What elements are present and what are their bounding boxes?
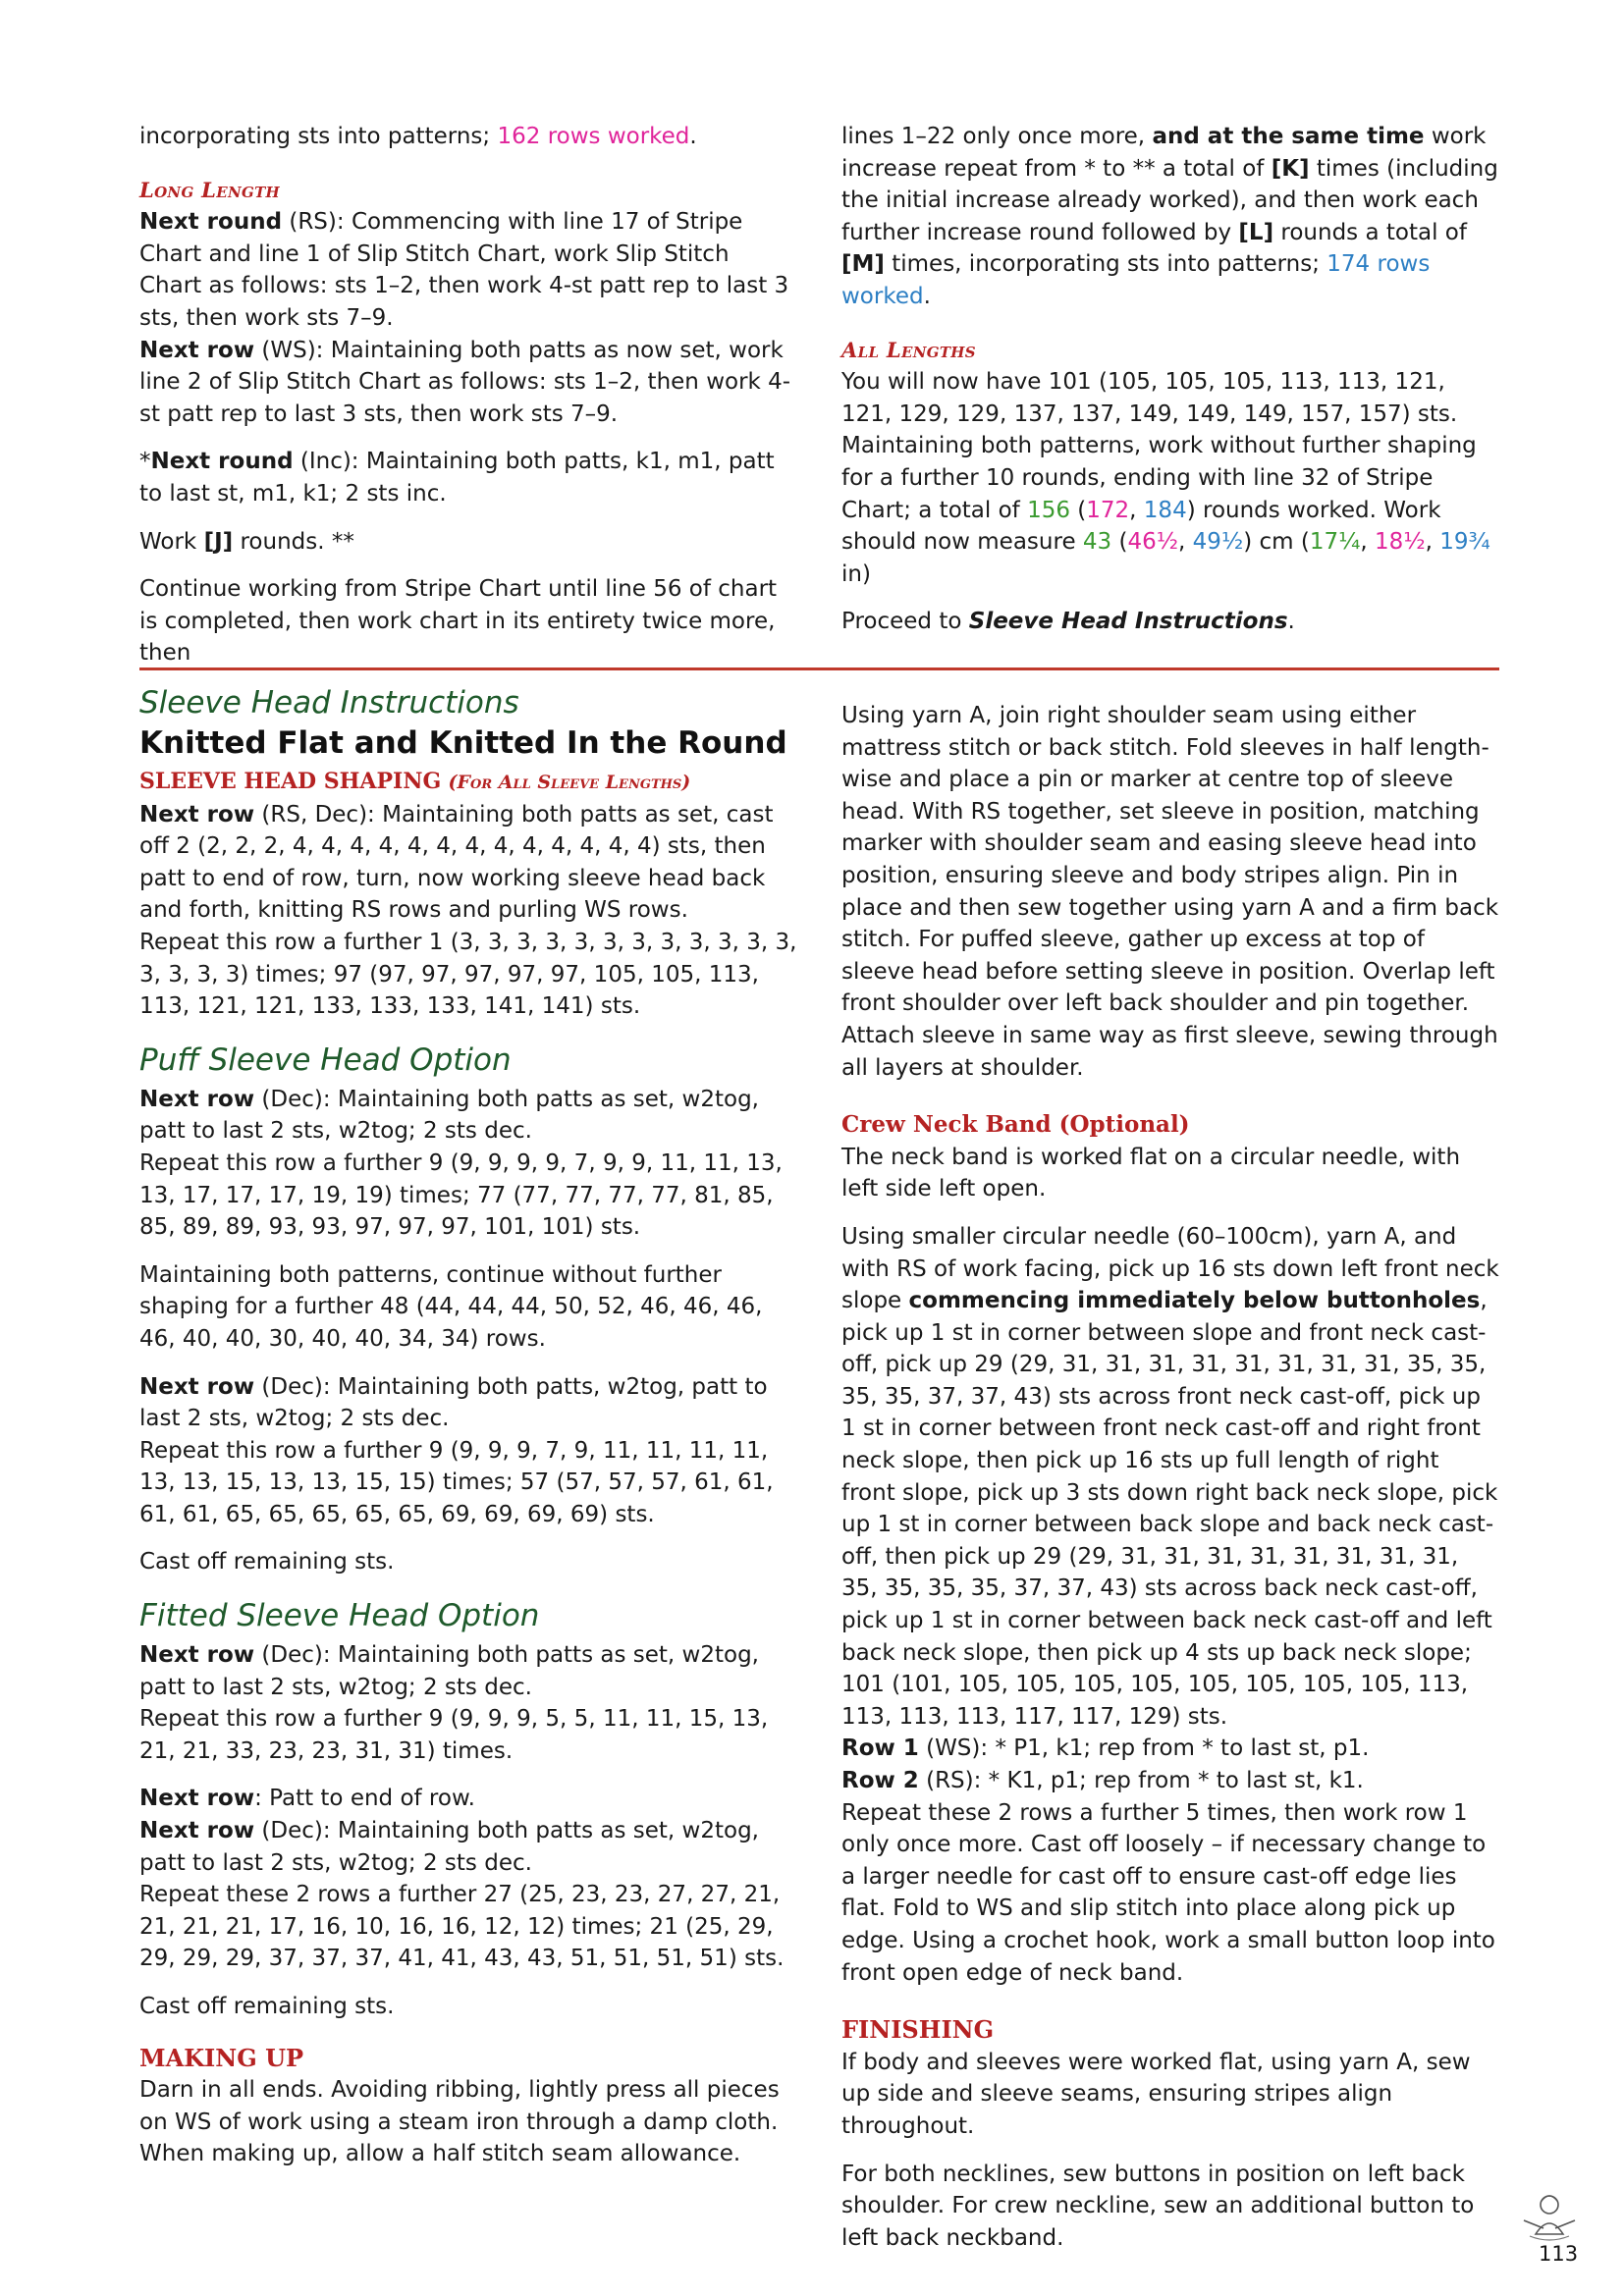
text: times, incorporating sts into patterns; — [884, 251, 1327, 278]
knitter-logo-icon — [1520, 2191, 1579, 2242]
instruction-label: Next row — [139, 1786, 255, 1812]
bottom-right-column — [841, 700, 1499, 2254]
instruction-label: Row 2 — [841, 1768, 919, 1793]
value-mid: 18½ — [1375, 529, 1426, 556]
paragraph — [139, 1783, 797, 1815]
page-number: 113 — [1539, 2242, 1579, 2266]
value-mid: 172 — [1086, 497, 1130, 523]
text: in) — [841, 561, 871, 587]
instruction-label: Next round — [150, 449, 294, 475]
puff-option-title: Puff Sleeve Head Option — [139, 1041, 512, 1078]
crew-neck-heading: Crew Neck Band (Optional) — [841, 1111, 1190, 1139]
paragraph — [139, 1815, 797, 1879]
heading-qualifier: (For All Sleeve Lengths) — [448, 772, 691, 793]
text: incorporating sts into patterns; — [139, 124, 498, 149]
instruction-label: Next row — [139, 1818, 255, 1844]
text: (Dec): Maintaining both patts as set, w2tog, patt to last 2 sts, w2tog; 2 sts dec. — [139, 1086, 759, 1145]
emphasis: commencing immediately below buttonholes — [908, 1288, 1481, 1314]
paragraph: Repeat this row a further 9 (9, 9, 9, 9, 7, 9, 9, 11, 11, 13, 13, 17, 17, 17, 19, 19) times; 77 (77, 77, 77, 77, 81, 85, 85, 89, 89, 93, 93, 97, 97, 97, 101, 101) sts. — [139, 1149, 783, 1241]
paragraph: The neck band is worked flat on a circular needle, with left side left open. — [841, 1144, 1461, 1202]
text: (WS): Maintaining both patts as now set, work line 2 of Slip Stitch Chart as follows: sts 1–2, then work 4-st patt rep to last 3 sts, then work sts 7–9. — [139, 337, 791, 427]
heading-text: SLEEVE HEAD SHAPING — [139, 769, 442, 794]
paragraph — [139, 1371, 797, 1435]
text: rounds a total of — [1273, 219, 1467, 245]
value-long: 19¾ — [1439, 529, 1490, 556]
paragraph — [139, 799, 797, 927]
paragraph: Using yarn A, join right shoulder seam using either mattress stitch or back stitch. Fold sleeves in half length-wise and place a pin or marker at centre top of sleeve head. With RS together, set sleeve in position, matching marker with shoulder seam and easing sleeve head into position, ensuring sleeve and body stripes align. Pin in place and then sew together using yarn A and a firm back stitch. For puffed sleeve, gather up excess at top of sleeve head before setting sleeve in position. Overlap left front shoulder over left back shoulder and pin together. Attach sleeve in same way as first sleeve, sewing through all layers at shoulder. — [841, 703, 1499, 1081]
rows-worked-short: 162 rows worked — [497, 124, 690, 149]
text: (Dec): Maintaining both patts, w2tog, patt to last 2 sts, w2tog; 2 sts dec. — [139, 1373, 768, 1432]
paragraph: If body and sleeves were worked flat, using yarn A, sew up side and sleeve seams, ensuring stripes align throughout. — [841, 2049, 1471, 2139]
text: (RS, Dec): Maintaining both patts as set, cast off 2 (2, 2, 2, 4, 4, 4, 4, 4, 4, 4, 4, 4, 4, 4, 4, 4) sts, then patt to end of row, turn, now working sleeve head back and forth, knitting RS rows and purling WS rows. — [139, 801, 774, 924]
text: , pick up 1 st in corner between slope and front neck cast-off, pick up 29 (29, 31, 31, 31, 31, 31, 31, 31, 31, 35, 35, 35, 35, 37, 37, 43) sts across front neck cast-off, pick up 1 st in corner between front neck cast-off and right front neck slope, then pick up 16 sts up full length of right front slope, pick up 3 sts down right back neck slope, pick up 1 st in corner between back slope and back neck cast-off, then pick up 29 (29, 31, 31, 31, 31, 31, 31, 31, 31, 35, 35, 35, 35, 37, 37, 43) sts across back neck cast-off, pick up 1 st in corner between back neck cast-off and left back neck slope, then pick up 4 sts up back neck slope; 101 (101, 105, 105, 105, 105, 105, 105, 105, 105, 113, 113, 113, 113, 117, 117, 129) sts. — [841, 1288, 1498, 1730]
sleeve-head-subtitle: Knitted Flat and Knitted In the Round — [139, 725, 787, 761]
sleeve-head-title: Sleeve Head Instructions — [139, 685, 519, 721]
instruction-label: Next row — [139, 1086, 255, 1112]
paragraph — [139, 206, 797, 334]
text: (Dec): Maintaining both patts as set, w2tog, patt to last 2 sts, w2tog; 2 sts dec. — [139, 1818, 759, 1876]
value-short: 156 — [1027, 497, 1070, 523]
paragraph — [841, 1733, 1499, 1765]
paragraph: Cast off remaining sts. — [139, 1994, 395, 2019]
paragraph — [841, 606, 1499, 638]
top-left-column — [139, 121, 797, 669]
paragraph: Continue working from Stripe Chart until line 56 of chart is completed, then work chart in its entirety twice more, then — [139, 576, 778, 667]
text: , — [1178, 529, 1193, 556]
paragraph — [841, 1765, 1499, 1797]
text: . — [1287, 609, 1295, 635]
section-divider — [139, 667, 1499, 670]
text: * — [139, 449, 151, 475]
paragraph — [139, 446, 797, 509]
rows-worked-long: 174 rows worked — [841, 251, 1431, 309]
text: ( — [1111, 529, 1128, 556]
instruction-label: Next row — [139, 801, 255, 828]
variable-m: [M] — [841, 251, 885, 278]
paragraph: For both necklines, sew buttons in position on left back shoulder. For crew neckline, sew an additional button to left back neckband. — [841, 2161, 1475, 2251]
paragraph: Cast off remaining sts. — [139, 1549, 395, 1575]
emphasis: and at the same time — [1152, 124, 1425, 149]
paragraph — [139, 335, 797, 431]
value-short: 43 — [1082, 529, 1112, 556]
text: work increase repeat from * to ** a total of — [841, 124, 1487, 182]
all-lengths-heading: All Lengths — [841, 337, 976, 362]
paragraph — [139, 1084, 797, 1148]
value-mid: 46½ — [1127, 529, 1179, 556]
section-reference: Sleeve Head Instructions — [968, 609, 1288, 635]
making-up-heading: MAKING UP — [139, 2043, 304, 2072]
instruction-label: Next round — [139, 209, 283, 236]
bottom-left-column — [139, 683, 797, 2170]
value-long: 184 — [1143, 497, 1187, 523]
value-short: 17¼ — [1309, 529, 1361, 556]
text: rounds. ** — [233, 528, 354, 555]
paragraph — [139, 526, 797, 559]
text: ) cm ( — [1243, 529, 1310, 556]
paragraph — [139, 1639, 797, 1703]
instruction-label: Next row — [139, 337, 255, 363]
text: Work — [139, 528, 204, 555]
variable-k: [K] — [1271, 155, 1310, 182]
text: times (including the initial increase already worked), and then work each further increase round followed by — [841, 155, 1498, 245]
long-length-heading: Long Length — [139, 177, 281, 202]
text: Using smaller circular needle (60–100cm), yarn A, and with RS of work facing, pick up 16 sts down left front neck slope — [841, 1223, 1499, 1314]
paragraph: Repeat these 2 rows a further 27 (25, 23, 23, 27, 27, 21, 21, 21, 21, 17, 16, 10, 16, 16, 12, 12) times; 21 (25, 29, 29, 29, 29, 37, 37, 37, 41, 41, 43, 43, 51, 51, 51, 51) sts. — [139, 1882, 785, 1972]
text: (WS): * P1, k1; rep from * to last st, p1. — [918, 1735, 1370, 1762]
paragraph: Darn in all ends. Avoiding ribbing, lightly press all pieces on WS of work using a steam iron through a damp cloth. When making up, allow a half stitch seam allowance. — [139, 2077, 780, 2167]
text: Proceed to — [841, 609, 969, 635]
text: . — [689, 124, 697, 149]
text: . — [923, 283, 931, 309]
fitted-option-title: Fitted Sleeve Head Option — [139, 1598, 540, 1634]
text: You will now have 101 (105, 105, 105, 113, 113, 121, 121, 129, 129, 137, 137, 149, 149, 149, 157, 157) sts. Maintaining both patterns, work without further shaping for a further 10 rounds, ending with line 32 of Stripe Chart; a total of — [841, 369, 1477, 523]
finishing-heading: FINISHING — [841, 2015, 995, 2045]
text: (Dec): Maintaining both patts as set, w2tog, patt to last 2 sts, w2tog; 2 sts dec. — [139, 1642, 759, 1700]
text: ( — [1069, 497, 1087, 523]
paragraph: Maintaining both patterns, continue without further shaping for a further 48 (44, 44, 44, 50, 52, 46, 46, 46, 46, 40, 40, 30, 40, 40, 34, 34) rows. — [139, 1261, 763, 1352]
paragraph: Repeat this row a further 9 (9, 9, 9, 7, 9, 11, 11, 11, 11, 13, 13, 15, 13, 13, 15, 15) times; 57 (57, 57, 57, 61, 61, 61, 61, 65, 65, 65, 65, 65, 69, 69, 69, 69) sts. — [139, 1437, 774, 1527]
instruction-label: Next row — [139, 1642, 255, 1669]
paragraph — [841, 1221, 1499, 1734]
text: , — [1129, 497, 1144, 523]
text: (RS): Commencing with line 17 of Stripe Chart and line 1 of Slip Stitch Chart, work Slip Stitch Chart as follows: sts 1–2, then work 4-st patt rep to last 3 sts, then work sts 7–9. — [139, 209, 789, 331]
variable-j: [J] — [203, 528, 234, 555]
text: lines 1–22 only once more, — [841, 124, 1153, 149]
paragraph — [841, 366, 1499, 590]
text: (Inc): Maintaining both patts, k1, m1, patt to last st, m1, k1; 2 sts inc. — [139, 449, 775, 507]
shaping-heading — [139, 766, 797, 799]
paragraph — [139, 121, 797, 153]
value-long: 49½ — [1192, 529, 1244, 556]
text: : Patt to end of row. — [254, 1786, 475, 1812]
text: (RS): * K1, p1; rep from * to last st, k1. — [918, 1768, 1364, 1793]
paragraph: Repeat this row a further 1 (3, 3, 3, 3, 3, 3, 3, 3, 3, 3, 3, 3, 3, 3, 3, 3) times; 97 (97, 97, 97, 97, 97, 105, 105, 113, 113, 121, 121, 133, 133, 133, 141, 141) sts. — [139, 929, 797, 1020]
text: , — [1360, 529, 1376, 556]
text: ) rounds worked. Work should now measure — [841, 497, 1441, 556]
top-right-column — [841, 121, 1499, 638]
text: , — [1425, 529, 1440, 556]
instruction-label: Row 1 — [841, 1735, 919, 1762]
variable-l: [L] — [1238, 219, 1274, 245]
paragraph: Repeat these 2 rows a further 5 times, then work row 1 only once more. Cast off loosely – if necessary change to a larger needle for cast off to ensure cast-off edge lies flat. Fold to WS and slip stitch into place along pick up edge. Using a crochet hook, work a small button loop into front open edge of neck band. — [841, 1799, 1495, 1986]
instruction-label: Next row — [139, 1373, 255, 1400]
paragraph — [841, 121, 1499, 313]
paragraph: Repeat this row a further 9 (9, 9, 9, 5, 5, 11, 11, 15, 13, 21, 21, 33, 23, 23, 31, 31) times. — [139, 1706, 769, 1764]
